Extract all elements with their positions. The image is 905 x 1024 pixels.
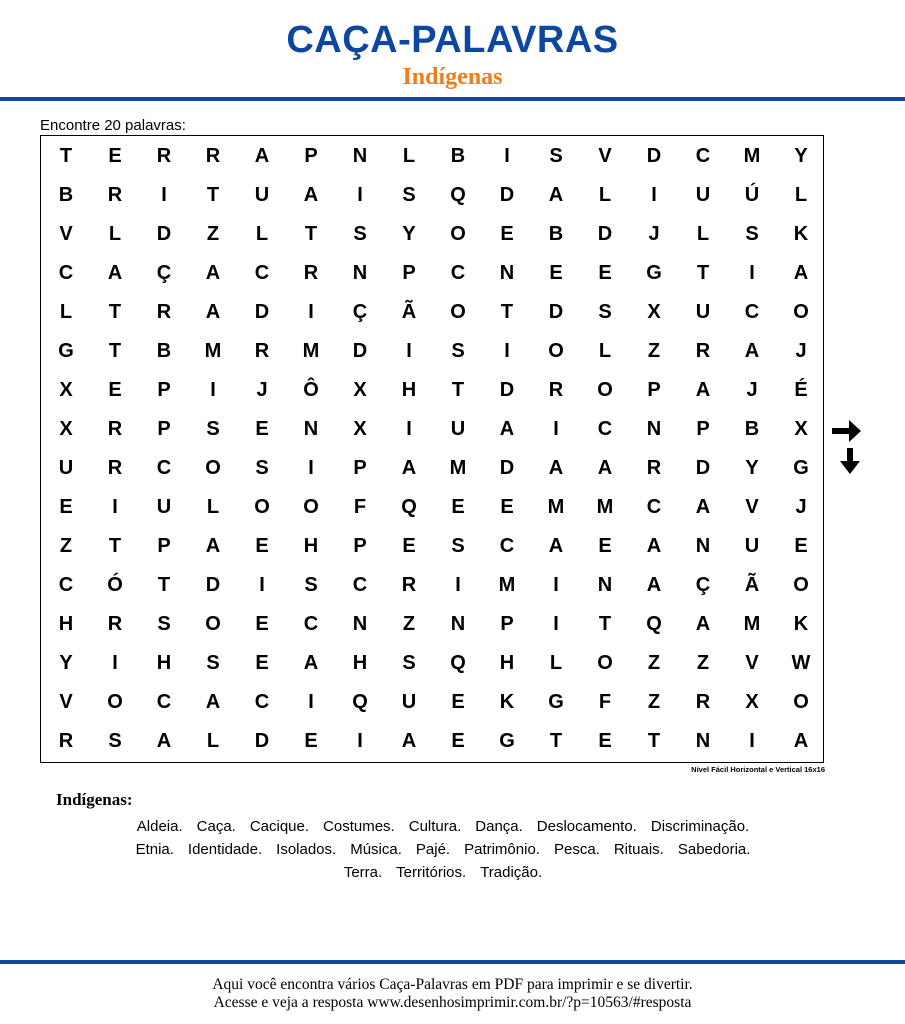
grid-cell: H	[352, 652, 368, 674]
grid-cell: X	[647, 301, 661, 323]
grid-cell: I	[161, 184, 167, 206]
grid-cell: C	[254, 262, 270, 284]
grid-cell: E	[451, 691, 465, 713]
grid-cell: E	[304, 730, 318, 752]
grid-cell: U	[695, 184, 711, 206]
grid-cell: E	[549, 262, 563, 284]
grid-cell: R	[107, 184, 123, 206]
grid-cell: O	[205, 613, 221, 635]
grid-cell: U	[744, 535, 760, 557]
grid-cell: E	[255, 418, 269, 440]
grid-cell: T	[500, 301, 514, 323]
grid-cell: S	[206, 418, 220, 440]
grid-cell: D	[352, 340, 368, 362]
grid-cell: A	[597, 457, 613, 479]
grid-cell: I	[651, 184, 657, 206]
grid-cell: L	[598, 340, 612, 362]
grid-cell: E	[794, 535, 808, 557]
grid-cell: U	[695, 301, 711, 323]
grid-cell: Ó	[107, 574, 123, 596]
grid-cell: E	[255, 613, 269, 635]
grid-cell: E	[598, 730, 612, 752]
grid-cell: É	[794, 379, 808, 401]
grid-cell: T	[108, 535, 122, 557]
grid-cell: C	[303, 613, 319, 635]
grid-cell: T	[451, 379, 465, 401]
grid-cell: R	[303, 262, 319, 284]
grid-cell: P	[500, 613, 514, 635]
grid-cell: E	[108, 145, 122, 167]
grid-cell: R	[205, 145, 221, 167]
grid-cell: J	[746, 379, 758, 401]
word-item: Deslocamento.	[536, 818, 637, 835]
grid-cell: B	[548, 223, 564, 245]
grid-cell: L	[794, 184, 808, 206]
grid-cell: Q	[450, 184, 466, 206]
grid-cell: O	[303, 496, 319, 518]
grid-cell: R	[156, 301, 172, 323]
grid-cell: K	[793, 613, 809, 635]
grid-cell: S	[402, 652, 416, 674]
grid-cell: T	[304, 223, 318, 245]
grid-cell: B	[450, 145, 466, 167]
grid-cell: S	[451, 340, 465, 362]
grid-cell: D	[254, 730, 270, 752]
grid-cell: I	[112, 496, 118, 518]
grid-cell: X	[353, 379, 367, 401]
grid-cell: D	[499, 457, 515, 479]
grid-cell: A	[401, 457, 417, 479]
grid-cell: I	[112, 652, 118, 674]
grid-cell: T	[108, 301, 122, 323]
grid-cell: A	[254, 145, 270, 167]
grid-cell: I	[749, 730, 755, 752]
grid-cell: O	[793, 574, 809, 596]
grid-cell: L	[59, 301, 73, 323]
grid-cell: C	[156, 457, 172, 479]
grid-cell: J	[648, 223, 660, 245]
word-item: Dança.	[475, 818, 523, 835]
grid-cell: I	[308, 691, 314, 713]
word-item: Rituais.	[613, 841, 664, 858]
grid-cell: A	[695, 496, 711, 518]
grid-cell: E	[255, 652, 269, 674]
level-label: Nível Fácil Horizontal e Vertical 16x16	[691, 765, 825, 774]
grid-cell: A	[205, 691, 221, 713]
grid-cell: T	[647, 730, 661, 752]
word-item: Tradição.	[480, 864, 543, 881]
grid-cell: N	[352, 145, 368, 167]
arrow-right-icon	[830, 417, 862, 445]
grid-cell: D	[548, 301, 564, 323]
grid-cell: C	[254, 691, 270, 713]
grid-cell: R	[695, 691, 711, 713]
grid-cell: X	[59, 418, 73, 440]
grid-cell: I	[259, 574, 265, 596]
grid-cell: P	[647, 379, 661, 401]
puzzle-instruction: Encontre 20 palavras:	[40, 117, 186, 134]
grid-cell: R	[107, 418, 123, 440]
word-item: Aldeia.	[136, 818, 183, 835]
letter-grid	[40, 135, 824, 763]
grid-cell: H	[303, 535, 319, 557]
grid-cell: J	[256, 379, 268, 401]
grid-cell: R	[548, 379, 564, 401]
grid-cell: L	[108, 223, 122, 245]
grid-cell: Z	[402, 613, 416, 635]
grid-cell: M	[204, 340, 222, 362]
grid-cell: F	[598, 691, 612, 713]
grid-cell: X	[745, 691, 759, 713]
grid-cell: T	[108, 340, 122, 362]
grid-cell: C	[695, 145, 711, 167]
grid-cell: G	[58, 340, 74, 362]
grid-cell: M	[547, 496, 565, 518]
grid-cell: R	[107, 457, 123, 479]
grid-cell: L	[696, 223, 710, 245]
word-item: Sabedoria.	[677, 841, 751, 858]
grid-cell: R	[695, 340, 711, 362]
grid-cell: A	[646, 535, 662, 557]
grid-cell: S	[549, 145, 563, 167]
word-list-line	[40, 838, 846, 861]
grid-cell: O	[450, 301, 466, 323]
grid-cell: Z	[647, 652, 661, 674]
word-item: Pesca.	[553, 841, 600, 858]
grid-cell: L	[255, 223, 269, 245]
grid-cell: Z	[59, 535, 73, 557]
word-list	[40, 815, 846, 884]
grid-cell: R	[156, 145, 172, 167]
grid-cell: W	[791, 652, 811, 674]
grid-cell: A	[303, 652, 319, 674]
grid-cell: L	[549, 652, 563, 674]
grid-cell: B	[744, 418, 760, 440]
grid-cell: B	[58, 184, 74, 206]
grid-cell: N	[303, 418, 319, 440]
grid-cell: C	[499, 535, 515, 557]
grid-cell: D	[646, 145, 662, 167]
grid-cell: Ú	[744, 184, 760, 206]
grid-cell: T	[59, 145, 73, 167]
grid-cell: A	[499, 418, 515, 440]
grid-cell: C	[352, 574, 368, 596]
grid-cell: E	[451, 730, 465, 752]
grid-cell: V	[59, 691, 73, 713]
footer-line-2: Acesse e veja a resposta www.desenhosimprimir.com.br/?p=10563/#resposta	[213, 994, 692, 1011]
grid-cell: D	[499, 184, 515, 206]
grid-cell: S	[108, 730, 122, 752]
grid-cell: I	[308, 457, 314, 479]
grid-cell: A	[793, 730, 809, 752]
page-title: CAÇA-PALAVRAS	[286, 19, 619, 61]
grid-cell: I	[504, 340, 510, 362]
grid-cell: C	[58, 574, 74, 596]
grid-cell: Ç	[352, 301, 368, 323]
grid-cell: E	[255, 535, 269, 557]
grid-cell: A	[205, 262, 221, 284]
grid-cell: O	[205, 457, 221, 479]
grid-cell: U	[450, 418, 466, 440]
grid-cell: E	[402, 535, 416, 557]
grid-cell: E	[500, 496, 514, 518]
grid-cell: S	[353, 223, 367, 245]
grid-cell: L	[206, 730, 220, 752]
grid-cell: H	[401, 379, 417, 401]
grid-cell: S	[451, 535, 465, 557]
grid-cell: R	[646, 457, 662, 479]
word-item: Isolados.	[276, 841, 337, 858]
page-subtitle: Indígenas	[402, 64, 503, 90]
grid-cell: E	[598, 262, 612, 284]
grid-cell: Y	[745, 457, 759, 479]
word-list-title: Indígenas:	[56, 790, 133, 809]
grid-cell: U	[401, 691, 417, 713]
grid-cell: N	[695, 535, 711, 557]
grid-cell: A	[548, 535, 564, 557]
word-list-line	[40, 861, 846, 884]
grid-cell: L	[598, 184, 612, 206]
grid-cell: E	[598, 535, 612, 557]
grid-cell: G	[548, 691, 564, 713]
grid-cell: R	[254, 340, 270, 362]
grid-cell: F	[353, 496, 367, 518]
grid-cell: I	[504, 145, 510, 167]
word-item: Cultura.	[408, 818, 462, 835]
grid-cell: M	[596, 496, 614, 518]
grid-cell: Ã	[401, 301, 417, 323]
grid-cell: A	[156, 730, 172, 752]
word-item: Caça.	[196, 818, 236, 835]
grid-cell: Z	[696, 652, 710, 674]
grid-cell: I	[308, 301, 314, 323]
grid-cell: Ç	[156, 262, 172, 284]
arrow-down-icon	[835, 447, 867, 475]
grid-cell: E	[108, 379, 122, 401]
grid-cell: P	[353, 457, 367, 479]
grid-cell: J	[795, 340, 807, 362]
grid-cell: I	[406, 418, 412, 440]
grid-cell: G	[793, 457, 809, 479]
footer	[0, 976, 905, 1012]
grid-cell: D	[205, 574, 221, 596]
grid-cell: R	[58, 730, 74, 752]
grid-cell: D	[597, 223, 613, 245]
grid-cell: I	[357, 730, 363, 752]
word-item: Pajé.	[415, 841, 451, 858]
grid-cell: N	[499, 262, 515, 284]
grid-cell: A	[695, 379, 711, 401]
grid-cell: A	[107, 262, 123, 284]
grid-cell: L	[402, 145, 416, 167]
grid-cell: I	[749, 262, 755, 284]
header-divider	[0, 97, 905, 101]
grid-cell: Q	[450, 652, 466, 674]
grid-cell: H	[499, 652, 515, 674]
grid-cell: S	[304, 574, 318, 596]
grid-cell: M	[302, 340, 320, 362]
grid-cell: V	[59, 223, 73, 245]
grid-cell: D	[254, 301, 270, 323]
grid-cell: O	[548, 340, 564, 362]
grid-cell: H	[58, 613, 74, 635]
grid-cell: V	[598, 145, 612, 167]
grid-cell: T	[157, 574, 171, 596]
grid-cell: T	[696, 262, 710, 284]
grid-cell: C	[597, 418, 613, 440]
grid-cell: N	[450, 613, 466, 635]
grid-cell: A	[303, 184, 319, 206]
word-item: Discriminação.	[650, 818, 750, 835]
grid-cell: N	[646, 418, 662, 440]
grid-cell: P	[157, 535, 171, 557]
grid-cell: C	[450, 262, 466, 284]
grid-cell: K	[793, 223, 809, 245]
grid-cell: O	[793, 301, 809, 323]
grid-cell: T	[549, 730, 563, 752]
grid-cell: O	[254, 496, 270, 518]
word-item: Identidade.	[187, 841, 263, 858]
grid-cell: E	[59, 496, 73, 518]
grid-cell: I	[406, 340, 412, 362]
grid-cell: A	[548, 184, 564, 206]
grid-cell: Y	[794, 145, 808, 167]
grid-cell: A	[646, 574, 662, 596]
grid-cell: Q	[646, 613, 662, 635]
grid-cell: E	[500, 223, 514, 245]
grid-cell: J	[795, 496, 807, 518]
grid-cell: M	[498, 574, 516, 596]
footer-divider	[0, 960, 905, 964]
word-item: Costumes.	[323, 818, 395, 835]
grid-cell: O	[597, 652, 613, 674]
grid-cell: G	[499, 730, 515, 752]
word-list-line	[40, 815, 846, 838]
grid-cell: U	[254, 184, 270, 206]
grid-cell: R	[401, 574, 417, 596]
grid-cell: O	[597, 379, 613, 401]
grid-cell: Ã	[744, 574, 760, 596]
grid-cell: P	[157, 379, 171, 401]
grid-cell: D	[499, 379, 515, 401]
grid-cell: I	[455, 574, 461, 596]
grid-cell: V	[745, 652, 759, 674]
word-item: Patrimônio.	[464, 841, 540, 858]
grid-cell: L	[206, 496, 220, 518]
grid-cell: S	[598, 301, 612, 323]
grid-cell: A	[205, 301, 221, 323]
grid-cell: G	[646, 262, 662, 284]
grid-cell: P	[402, 262, 416, 284]
grid-cell: P	[696, 418, 710, 440]
grid-cell: O	[450, 223, 466, 245]
grid-cell: C	[744, 301, 760, 323]
grid-cell: V	[745, 496, 759, 518]
grid-cell: S	[206, 652, 220, 674]
grid-cell: B	[156, 340, 172, 362]
grid-cell: Z	[206, 223, 220, 245]
grid-cell: Q	[352, 691, 368, 713]
word-item: Territórios.	[396, 864, 467, 881]
grid-cell: N	[352, 613, 368, 635]
grid-cell: O	[793, 691, 809, 713]
grid-cell: K	[499, 691, 515, 713]
grid-cell: I	[357, 184, 363, 206]
grid-cell: A	[548, 457, 564, 479]
footer-line-1: Aqui você encontra vários Caça-Palavras em PDF para imprimir e se divertir.	[212, 976, 693, 993]
grid-cell: I	[553, 574, 559, 596]
grid-cell: M	[743, 613, 761, 635]
grid-cell: P	[157, 418, 171, 440]
grid-cell: T	[598, 613, 612, 635]
grid-cell: N	[597, 574, 613, 596]
grid-cell: X	[794, 418, 808, 440]
grid-cell: Z	[647, 340, 661, 362]
grid-cell: Y	[402, 223, 416, 245]
grid-cell: C	[156, 691, 172, 713]
word-item: Etnia.	[135, 841, 174, 858]
grid-cell: N	[695, 730, 711, 752]
grid-cell: S	[402, 184, 416, 206]
grid-cell: C	[646, 496, 662, 518]
grid-cell: D	[695, 457, 711, 479]
grid-cell: M	[743, 145, 761, 167]
grid-cell: O	[107, 691, 123, 713]
grid-cell: P	[353, 535, 367, 557]
grid-cell: R	[107, 613, 123, 635]
grid-cell: T	[206, 184, 220, 206]
grid-cell: D	[156, 223, 172, 245]
grid-cell: A	[205, 535, 221, 557]
grid-cell: S	[157, 613, 171, 635]
grid-cell: M	[449, 457, 467, 479]
grid-cell: S	[745, 223, 759, 245]
grid-cell: Y	[59, 652, 73, 674]
grid-cell: U	[58, 457, 74, 479]
grid-cell: I	[553, 613, 559, 635]
grid-cell: U	[156, 496, 172, 518]
grid-cell: H	[156, 652, 172, 674]
grid-cell: A	[744, 340, 760, 362]
word-item: Cacique.	[249, 818, 310, 835]
grid-cell: A	[793, 262, 809, 284]
grid-cell: Q	[401, 496, 417, 518]
grid-cell: I	[553, 418, 559, 440]
word-item: Terra.	[343, 864, 383, 881]
grid-cell: S	[255, 457, 269, 479]
word-item: Música.	[350, 841, 402, 858]
grid-cell: Ô	[303, 379, 319, 401]
grid-cell: I	[210, 379, 216, 401]
grid-cell: E	[451, 496, 465, 518]
grid-cell: C	[58, 262, 74, 284]
grid-cell: X	[59, 379, 73, 401]
grid-cell: Z	[647, 691, 661, 713]
grid-cell: A	[695, 613, 711, 635]
grid-cell: A	[401, 730, 417, 752]
grid-cell: Ç	[695, 574, 711, 596]
grid-cell: N	[352, 262, 368, 284]
grid-cell: X	[353, 418, 367, 440]
grid-cell: P	[304, 145, 318, 167]
